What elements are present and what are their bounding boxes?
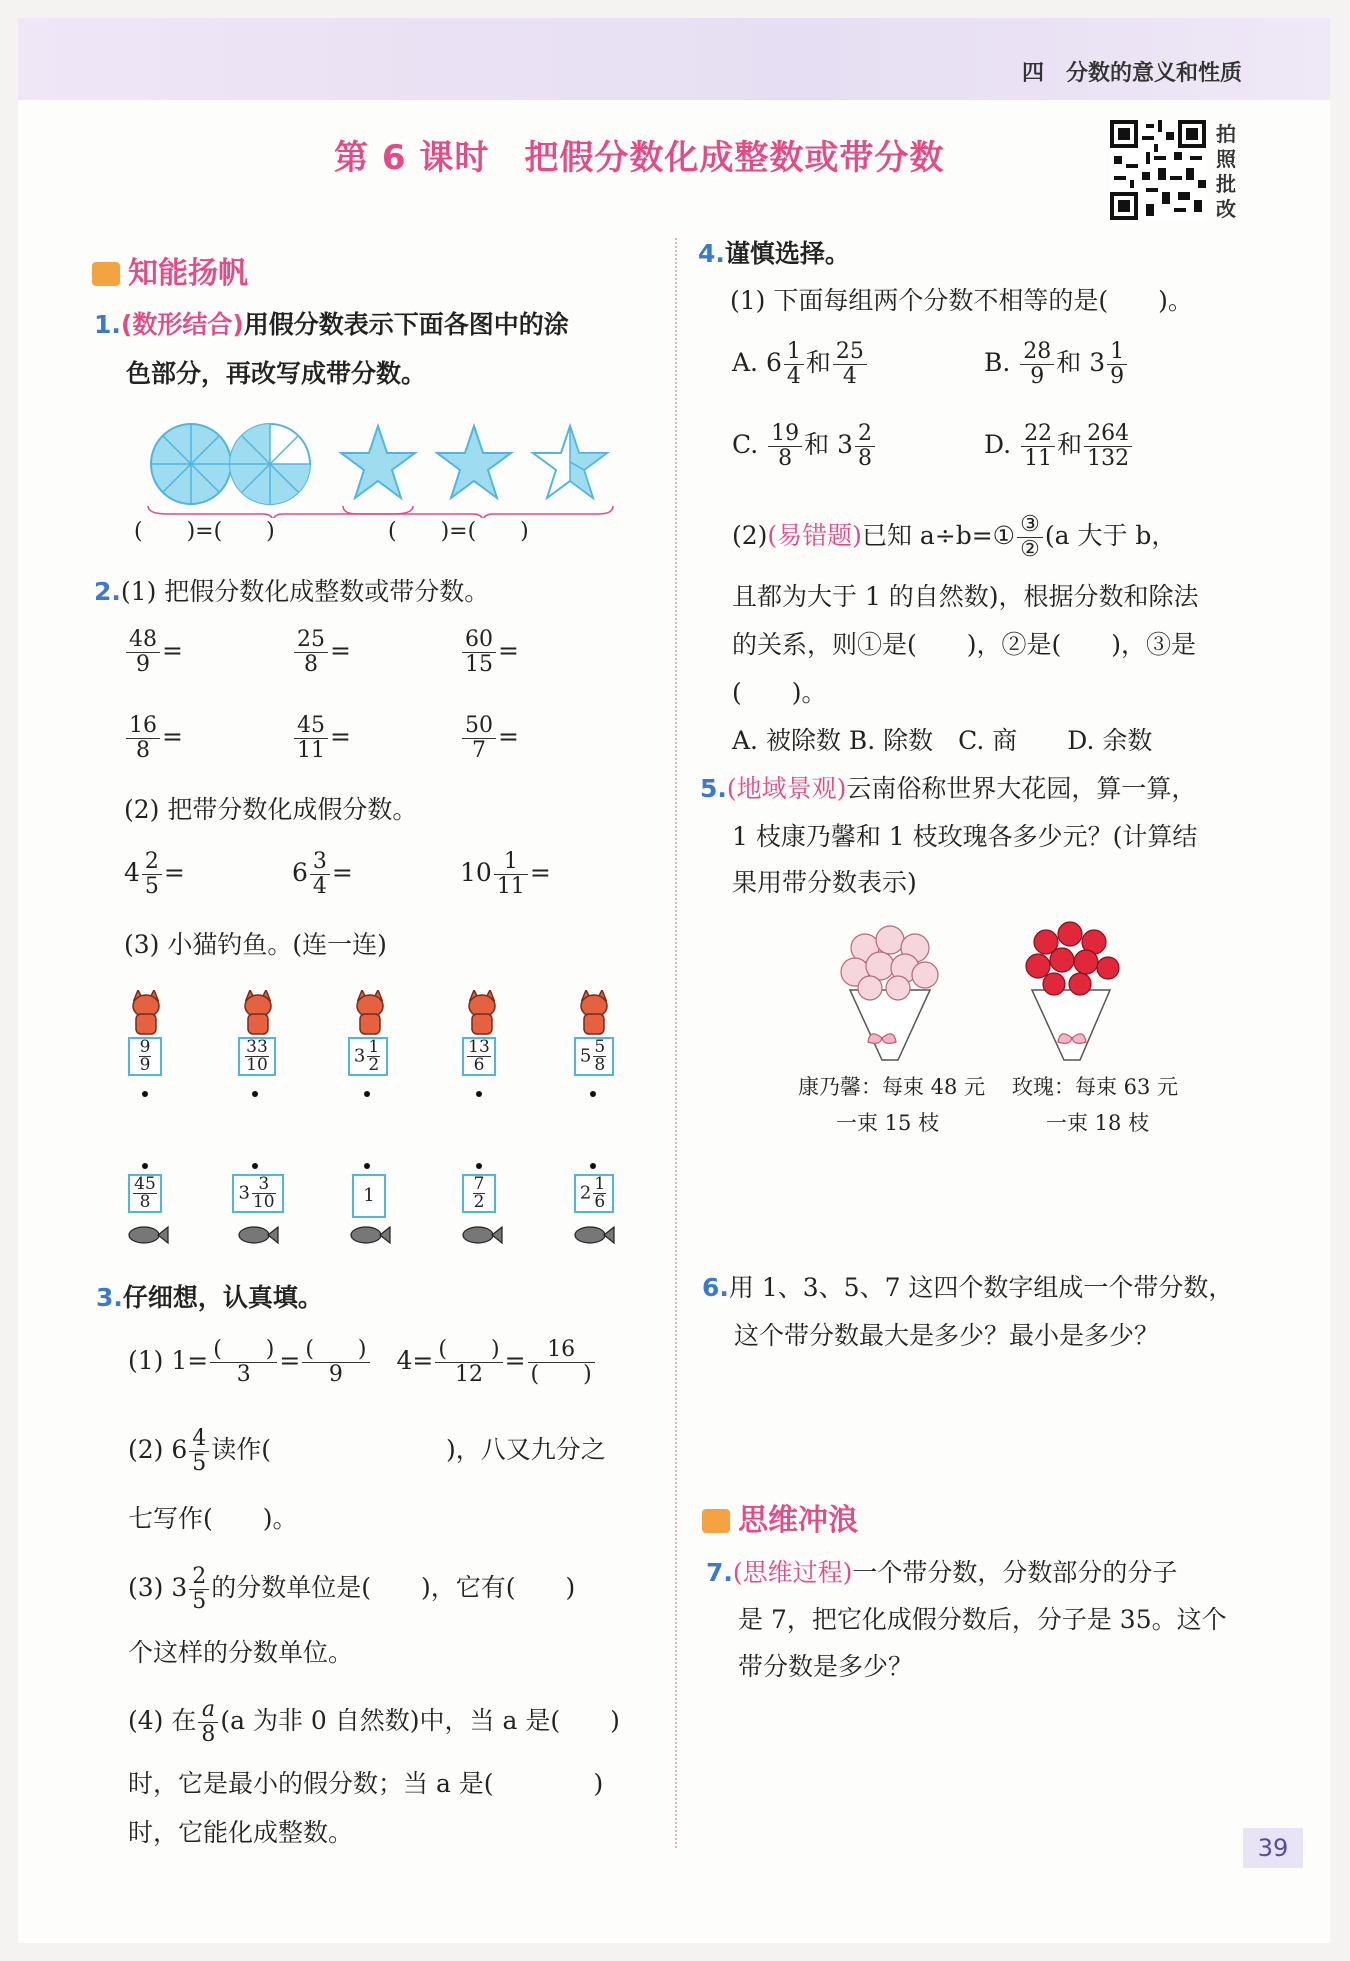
lesson-title: 第 6 课时 把假分数化成整数或带分数 (334, 138, 945, 178)
connect-dot[interactable] (364, 1091, 370, 1097)
q2-mixed-4-2-5[interactable]: 4 $\frac{2}{5}$ = (124, 849, 185, 899)
q4-option-d[interactable]: D. $\frac{22}{11}$ 和 $\frac{264}{132}$ (984, 422, 1134, 471)
cat-row (126, 990, 616, 1038)
fish-card-7-2[interactable]: $\frac{7}{2}$ (462, 1174, 496, 1213)
q6-line1: 6.用 1、3、5、7 这四个数字组成一个带分数， (702, 1273, 1234, 1302)
q1-answer-blank-1[interactable]: ( )=( ) (134, 519, 275, 544)
q2-fraction-50-7[interactable]: $\frac{50}{7}$ = (460, 714, 519, 763)
q2-fraction-16-8[interactable]: $\frac{16}{8}$ = (124, 714, 183, 763)
chapter-title: 四 分数的意义和性质 (1021, 61, 1242, 86)
rose-count: 一束 18 枝 (1046, 1111, 1150, 1135)
q3-part3-line1[interactable]: (3) 3 $\frac{2}{5}$ 的分数单位是( )，它有( ) (128, 1564, 576, 1614)
q3-part4-line2[interactable]: 时，它是最小的假分数；当 a 是( ) (128, 1769, 604, 1798)
connect-dot[interactable] (476, 1091, 482, 1097)
section-heading-right: 思维冲浪 (702, 1495, 858, 1539)
cat-icon (245, 990, 271, 1034)
column-divider (675, 238, 677, 1848)
cat-card-9-9[interactable]: $\frac{9}{9}$ (128, 1037, 162, 1076)
q2-fraction-48-9[interactable]: $\frac{48}{9}$ = (124, 628, 183, 677)
qr-code-icon[interactable] (1110, 120, 1206, 220)
q7-line1: 7.(思维过程)一个带分数，分数部分的分子 (706, 1558, 1178, 1587)
carnation-count: 一束 15 枝 (836, 1111, 940, 1135)
fish-card-45-8[interactable]: $\frac{45}{8}$ (128, 1174, 162, 1213)
cat-card-33-10[interactable]: $\frac{33}{10}$ (238, 1037, 276, 1076)
fish-card-2-1-6[interactable]: 2 $\frac{1}{6}$ (574, 1174, 614, 1213)
connect-dot[interactable] (476, 1163, 482, 1169)
fish-icon (129, 1227, 168, 1243)
fish-icon (239, 1227, 278, 1243)
q1-line1: 1.(数形结合)用假分数表示下面各图中的涂 (94, 310, 569, 339)
q4-option-c[interactable]: C. $\frac{19}{8}$ 和 3 $\frac{2}{8}$ (732, 422, 877, 471)
wave-icon (702, 1509, 730, 1533)
q5-line1: 5.(地域景观)云南俗称世界大花园，算一算， (700, 774, 1197, 803)
q3-part2-line1[interactable]: (2) 6 $\frac{4}{5}$ 读作( )，八又九分之 (128, 1426, 606, 1476)
header-bar (18, 18, 1330, 100)
q3-part1[interactable]: (1) 1= $\frac{( )}{3}$ = $\frac{( )}{9}$ 4= $\frac{( )}{12}$ = $\frac{16}{( )}$ (128, 1338, 597, 1387)
cat-icon (469, 990, 495, 1034)
rose-bouquet-icon (1026, 922, 1119, 1060)
page-number: 39 (1243, 1828, 1303, 1868)
star-figure-3 (533, 426, 607, 498)
q2-mixed-10-1-11[interactable]: 10 $\frac{1}{11}$ = (460, 849, 551, 899)
carnation-bouquet-icon (841, 926, 938, 1060)
q7-line2: 是 7，把它化成假分数后，分子是 35。这个 (738, 1605, 1227, 1634)
q4-title: 4.谨慎选择。 (698, 239, 850, 268)
rose-price: 玫瑰：每束 63 元 (1012, 1075, 1179, 1099)
q2-fraction-60-15[interactable]: $\frac{60}{15}$ = (460, 628, 519, 677)
q2-fraction-45-11[interactable]: $\frac{45}{11}$ = (292, 714, 351, 763)
fish-row (124, 1222, 624, 1248)
q2-part1: 2.(1) 把假分数化成整数或带分数。 (94, 577, 490, 606)
q3-part3-line2: 个这样的分数单位。 (128, 1638, 354, 1667)
q3-title: 3.仔细想，认真填。 (96, 1283, 323, 1312)
sail-icon (92, 262, 120, 286)
q2-part2: (2) 把带分数化成假分数。 (124, 795, 418, 824)
cat-icon (357, 990, 383, 1034)
circle-figure-1 (151, 424, 231, 504)
cat-icon (133, 990, 159, 1034)
q3-part2-line2[interactable]: 七写作( )。 (128, 1504, 298, 1533)
q1-answer-blank-2[interactable]: ( )=( ) (388, 519, 529, 544)
fish-icon (575, 1227, 614, 1243)
q4-part1[interactable]: (1) 下面每组两个分数不相等的是( )。 (730, 286, 1193, 315)
q3-part4-line1[interactable]: (4) 在 $\frac{a}{8}$ (a 为非 0 自然数)中，当 a 是( ) (128, 1697, 620, 1747)
q2-part3: (3) 小猫钓鱼。(连一连) (124, 930, 387, 959)
qr-caption: 拍照批改 (1216, 122, 1236, 221)
star-figure-2 (437, 426, 511, 498)
q7-line3: 带分数是多少？ (738, 1652, 914, 1681)
q4-part2-line3[interactable]: 的关系，则①是( )，②是( )，③是 (732, 630, 1197, 659)
section-heading-left: 知能扬帆 (92, 248, 248, 292)
q1-line2: 色部分，再改写成带分数。 (126, 359, 427, 388)
cat-card-3-1-2[interactable]: 3 $\frac{1}{2}$ (348, 1037, 388, 1076)
connect-dot[interactable] (252, 1163, 258, 1169)
q4-part2-line2: 且都为大于 1 的自然数)，根据分数和除法 (732, 582, 1199, 611)
q5-line3: 果用带分数表示) (732, 868, 917, 897)
q4-part2-line1: (2)(易错题)已知 a÷b=① $\frac{\text{③}}{\text{②}}$ (a 大于 b， (732, 512, 1177, 562)
q4-option-a[interactable]: A. 6 $\frac{1}{4}$ 和 $\frac{25}{4}$ (732, 340, 869, 389)
star-figure-1 (341, 426, 415, 498)
connect-dot[interactable] (590, 1163, 596, 1169)
q5-bouquets (820, 920, 1150, 1070)
q4-part2-options[interactable]: A. 被除数 B. 除数 C. 商 D. 余数 (732, 726, 1153, 755)
q2-mixed-6-3-4[interactable]: 6 $\frac{3}{4}$ = (292, 849, 353, 899)
fish-icon (463, 1227, 502, 1243)
fish-card-1[interactable]: 1 (352, 1174, 386, 1218)
connect-dot[interactable] (142, 1091, 148, 1097)
cat-card-13-6[interactable]: $\frac{13}{6}$ (462, 1037, 496, 1076)
q4-part2-line4[interactable]: ( )。 (732, 678, 827, 707)
q2-fraction-25-8[interactable]: $\frac{25}{8}$ = (292, 628, 351, 677)
q5-line2: 1 枝康乃馨和 1 枝玫瑰各多少元？(计算结 (732, 822, 1198, 851)
q4-option-b[interactable]: B. $\frac{28}{9}$ 和 3 $\frac{1}{9}$ (984, 340, 1129, 389)
q1-figures (128, 418, 618, 518)
connect-dot[interactable] (252, 1091, 258, 1097)
fish-icon (351, 1227, 390, 1243)
connect-dot[interactable] (142, 1163, 148, 1169)
cat-icon (581, 990, 607, 1034)
q3-part4-line3: 时，它能化成整数。 (128, 1818, 354, 1847)
q6-line2: 这个带分数最大是多少？最小是多少？ (734, 1321, 1160, 1350)
fish-card-3-3-10[interactable]: 3 $\frac{3}{10}$ (232, 1174, 284, 1213)
carnation-price: 康乃馨：每束 48 元 (798, 1075, 986, 1099)
connect-dot[interactable] (590, 1091, 596, 1097)
circle-figure-2 (230, 424, 310, 504)
cat-card-5-5-8[interactable]: 5 $\frac{5}{8}$ (574, 1037, 614, 1076)
connect-dot[interactable] (364, 1163, 370, 1169)
